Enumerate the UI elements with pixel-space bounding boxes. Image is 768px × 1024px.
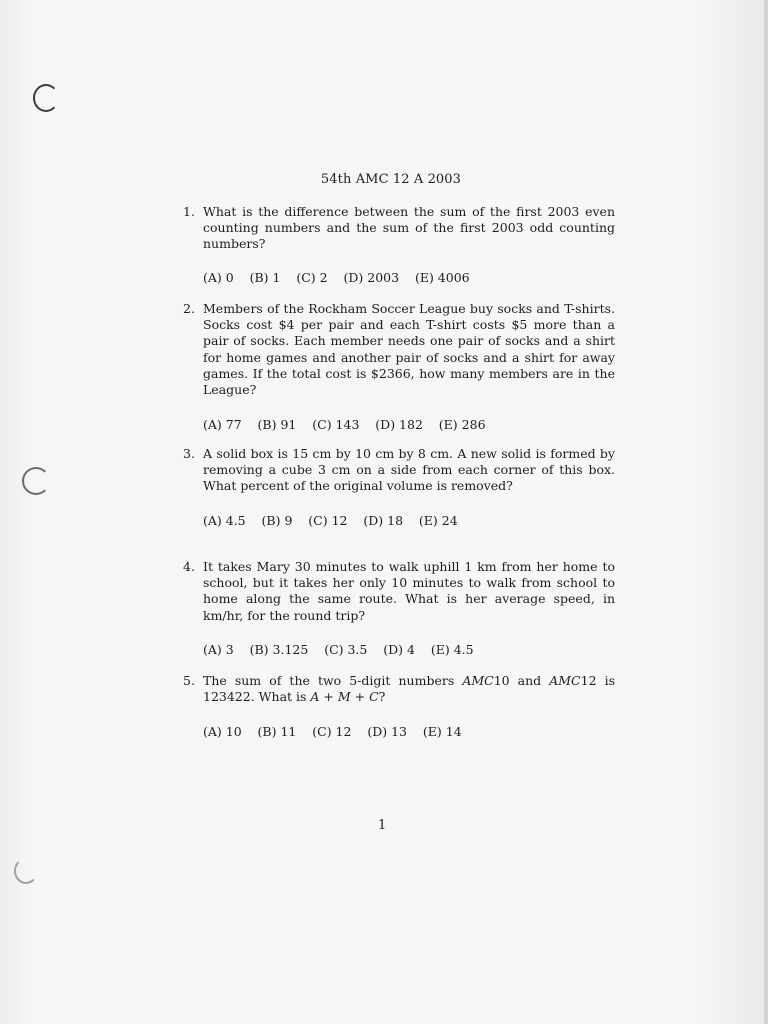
problem-text-part: 10 and xyxy=(493,673,550,688)
answer-choices: (A) 10 (B) 11 (C) 12 (D) 13 (E) 14 xyxy=(203,724,462,740)
problem-number: 4. xyxy=(183,559,195,574)
problem-text-part: 12 is 123422. What is xyxy=(203,673,615,705)
answer-choices: (A) 77 (B) 91 (C) 143 (D) 182 (E) 286 xyxy=(203,417,486,433)
problem-text: It takes Mary 30 minutes to walk uphill 1 km from her home to school, but it takes her only 10 minutes to walk from school to home along the same route. What is her average speed, in km/hr, for the round trip? xyxy=(203,559,615,623)
punch-hole-middle xyxy=(22,467,50,495)
answer-choices: (A) 0 (B) 1 (C) 2 (D) 2003 (E) 4006 xyxy=(203,269,470,285)
math-variable: AMC xyxy=(549,673,581,688)
page-number: 1 xyxy=(378,818,387,833)
page-edge-shadow xyxy=(764,0,768,1024)
problem-1 xyxy=(183,204,615,286)
problem-text: A solid box is 15 cm by 10 cm by 8 cm. A new solid is formed by removing a cube 3 cm on a side from each corner of this box. What percent of the original volume is removed? xyxy=(203,446,615,494)
problem-number: 3. xyxy=(183,446,195,461)
problem-2 xyxy=(183,301,615,433)
problem-text-part: The sum of the two 5-digit numbers xyxy=(203,673,463,688)
answer-choices: (A) 4.5 (B) 9 (C) 12 (D) 18 (E) 24 xyxy=(203,512,458,528)
problem-number: 5. xyxy=(183,673,195,688)
punch-hole-top xyxy=(33,84,59,112)
problem-text: Members of the Rockham Soccer League buy socks and T-shirts. Socks cost $4 per pair and each T-shirt costs $5 more than a pair of socks. Each member needs one pair of socks and a shirt for home games and another pair of socks and a shirt for away games. If the total cost is $2366, how many members are in the League? xyxy=(203,301,615,398)
problem-3 xyxy=(183,446,615,529)
problem-number: 2. xyxy=(183,301,195,316)
problem-5 xyxy=(183,673,615,741)
math-expression: A + M + C xyxy=(310,689,379,705)
math-variable: AMC xyxy=(462,673,494,688)
problem-text-part: ? xyxy=(378,689,386,705)
answer-choices: (A) 3 (B) 3.125 (C) 3.5 (D) 4 (E) 4.5 xyxy=(203,641,474,657)
punch-hole-bottom xyxy=(14,858,38,884)
problem-text: What is the difference between the sum of the first 2003 even counting numbers and the sum of the first 2003 odd counting numbers? xyxy=(203,204,615,252)
document-title: 54th AMC 12 A 2003 xyxy=(320,172,462,187)
problem-4 xyxy=(183,559,615,658)
problem-number: 1. xyxy=(183,204,195,219)
problem-text xyxy=(203,673,615,705)
